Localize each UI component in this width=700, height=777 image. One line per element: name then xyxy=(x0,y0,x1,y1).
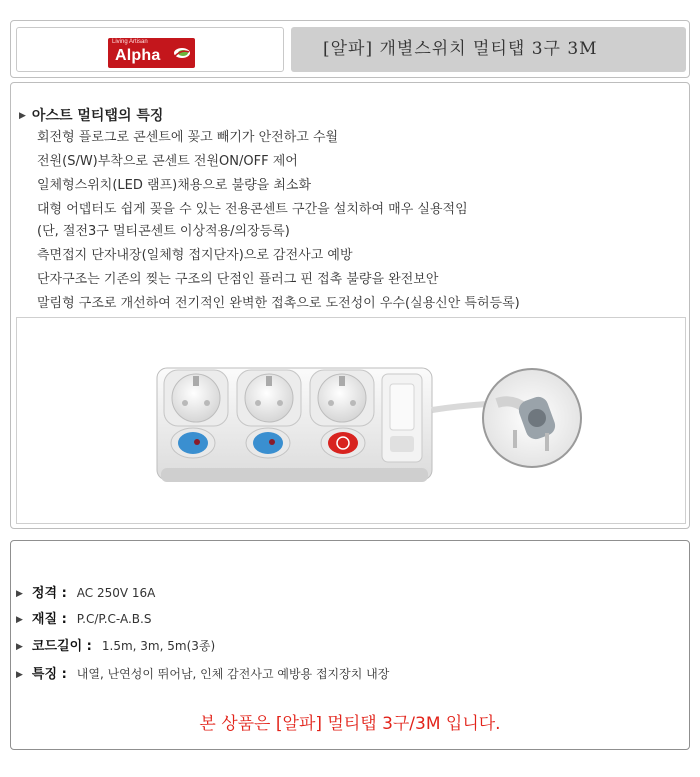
features-card xyxy=(10,82,690,529)
spec-value: AC 250V 16A xyxy=(76,586,156,600)
brand-logo-box xyxy=(16,27,284,72)
spec-value: 내열, 난연성이 뛰어남, 인체 감전사고 예방용 접지장치 내장 xyxy=(76,667,390,681)
triangle-bullet-icon: ▶ xyxy=(16,642,23,652)
plug-closeup xyxy=(483,369,581,467)
feature-item: 측면접지 단자내장(일체형 접지단자)으로 감전사고 예방 xyxy=(37,248,353,263)
spec-label: 재질 : xyxy=(31,612,67,627)
feature-item: 전원(S/W)부착으로 콘센트 전원ON/OFF 제어 xyxy=(37,154,298,169)
feature-item: 일체형스위치(LED 램프)채용으로 불량을 최소화 xyxy=(37,178,312,193)
features-list xyxy=(37,129,520,319)
feature-item: 말림형 구조로 개선하여 전기적인 완벽한 접촉으로 도전성이 우수(실용신안 특허등록) xyxy=(37,296,520,311)
product-title: [알파] 개별스위치 멀티탭 3구 3M xyxy=(291,27,686,72)
power-strip xyxy=(157,368,432,482)
switch-blue-2 xyxy=(246,428,290,458)
feature-item: 단자구조는 기존의 찢는 구조의 단점인 플러그 핀 접촉 불량을 완전보안 xyxy=(37,272,439,287)
spec-row-material xyxy=(16,608,151,630)
brand-logo[interactable] xyxy=(108,38,195,68)
logo-tagline: Living Artisan xyxy=(112,39,148,45)
switch-red xyxy=(321,428,365,458)
features-heading-text: 아스트 멀티탭의 특징 xyxy=(31,108,164,124)
spec-row-features xyxy=(16,663,389,685)
power-strip-image xyxy=(17,318,685,523)
switch-blue-1 xyxy=(171,428,215,458)
spec-label: 정격 : xyxy=(31,586,67,601)
feature-item: 대형 어뎁터도 쉽게 꽂을 수 있는 전용콘센트 구간을 설치하여 매우 실용적임 xyxy=(37,202,468,217)
socket-1 xyxy=(164,370,228,426)
specs-card xyxy=(10,540,690,750)
triangle-bullet-icon: ▶ xyxy=(19,111,26,121)
spec-value: 1.5m, 3m, 5m(3종) xyxy=(101,639,216,653)
feature-item: 회전형 플로그로 콘센트에 꽂고 빼기가 안전하고 수월 xyxy=(37,130,339,145)
features-heading xyxy=(19,105,163,125)
triangle-bullet-icon: ▶ xyxy=(16,615,23,625)
spec-row-cord-length xyxy=(16,635,215,657)
spec-value: P.C/P.C-A.B.S xyxy=(76,612,152,626)
product-note: 본 상품은 [알파] 멀티탭 3구/3M 입니다. xyxy=(199,714,501,734)
logo-name: Alpha xyxy=(115,47,161,64)
socket-3 xyxy=(310,370,374,426)
feature-item: (단, 절전3구 멀티콘센트 이상적용/의장등록) xyxy=(37,224,290,239)
product-header xyxy=(10,20,690,78)
spec-label: 특징 : xyxy=(31,667,67,682)
socket-2 xyxy=(237,370,301,426)
triangle-bullet-icon: ▶ xyxy=(16,670,23,680)
spec-row-rating xyxy=(16,582,155,604)
spec-label: 코드길이 : xyxy=(31,639,92,654)
product-image-panel xyxy=(16,317,686,524)
leaf-swoosh-icon xyxy=(173,47,191,59)
triangle-bullet-icon: ▶ xyxy=(16,589,23,599)
